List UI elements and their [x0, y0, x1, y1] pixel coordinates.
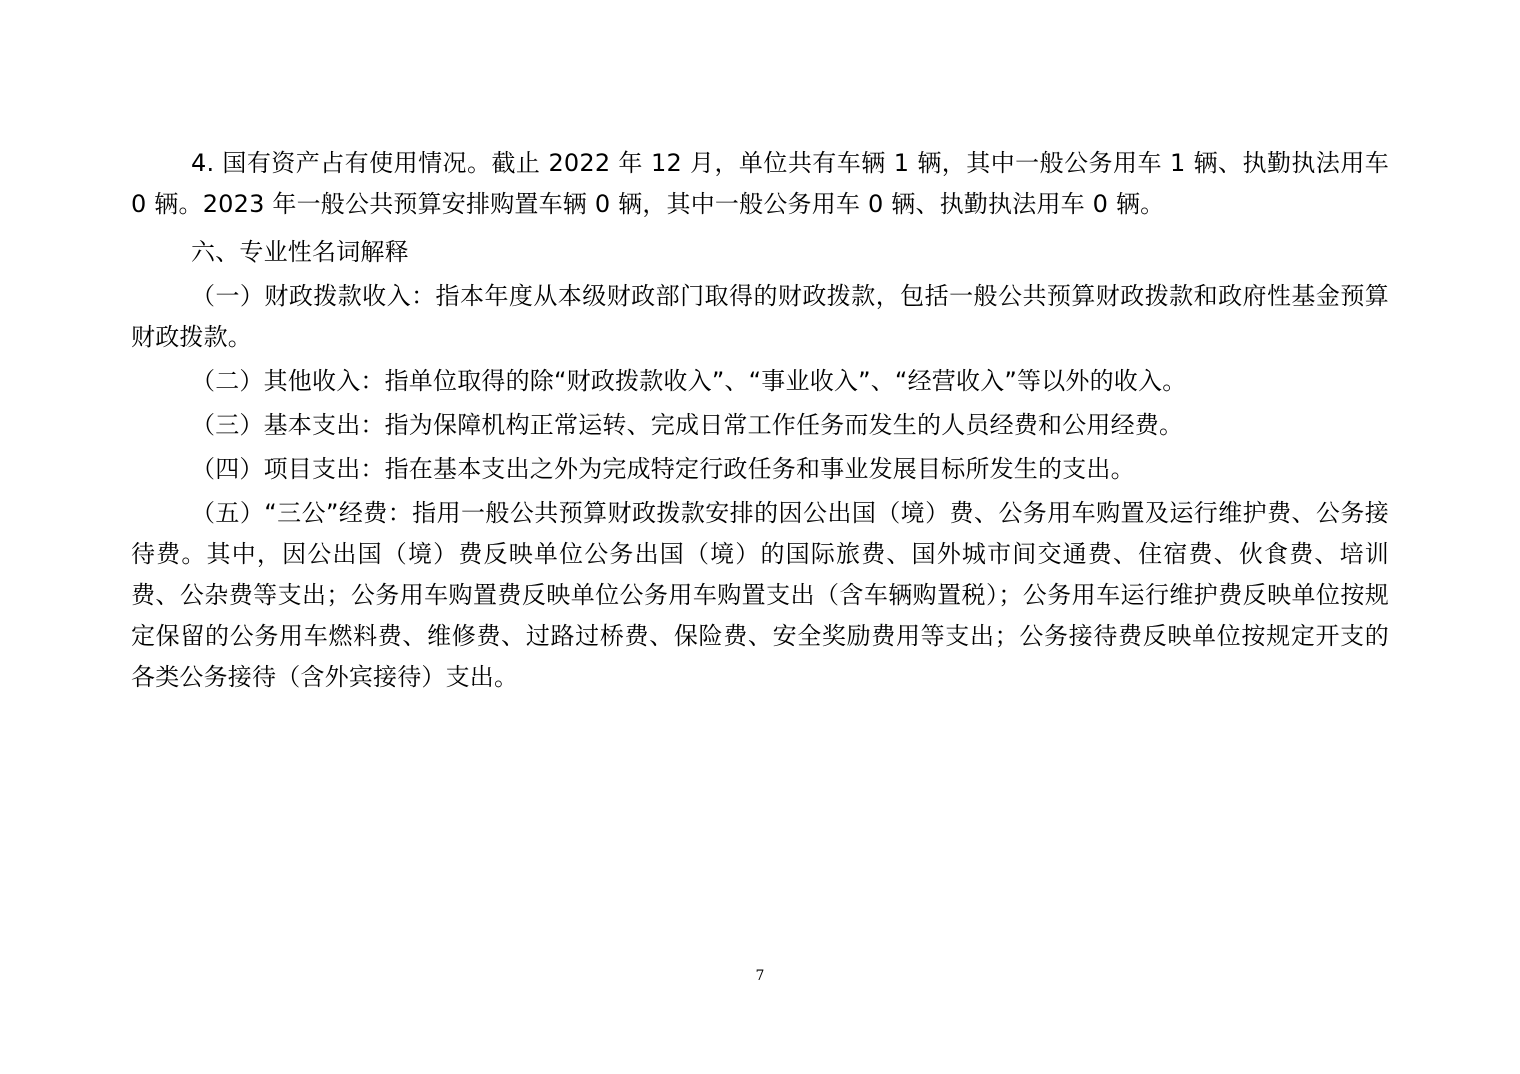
paragraph-basic-expenditure: （三）基本支出：指为保障机构正常运转、完成日常工作任务而发生的人员经费和公用经费。: [191, 411, 1184, 439]
paragraph-three-public-expenses: （五）“三公”经费：指用一般公共预算财政拨款安排的因公出国（境）费、公务用车购置及运行维护费、公务接待费。其中，因公出国（境）费反映单位公务出国（境）的国际旅费、国外城市间交通费、住宿费、伙食费、培训费、公杂费等支出；公务用车购置费反映单位公务用车购置支出（含车辆购置税）；公务用车运行维护费反映单位按规定保留的公务用车燃料费、维修费、过路过桥费、保险费、安全奖励费用等支出；公务接待费反映单位按规定开支的各类公务接待（含外宾接待）支出。: [131, 499, 1389, 691]
paragraph-fiscal-appropriation-income: （一）财政拨款收入：指本年度从本级财政部门取得的财政拨款，包括一般公共预算财政拨款和政府性基金预算财政拨款。: [131, 282, 1389, 351]
section-heading-terms: 六、专业性名词解释: [191, 238, 409, 266]
paragraph-project-expenditure: （四）项目支出：指在基本支出之外为完成特定行政任务和事业发展目标所发生的支出。: [191, 455, 1135, 483]
paragraph-other-income: （二）其他收入：指单位取得的除“财政拨款收入”、“事业收入”、“经营收入”等以外的收入。: [191, 367, 1187, 395]
page-number: 7: [755, 968, 765, 984]
paragraph-state-assets: 4. 国有资产占有使用情况。截止 2022 年 12 月，单位共有车辆 1 辆，其中一般公务用车 1 辆、执勤执法用车 0 辆。2023 年一般公共预算安排购置车辆 0 辆，其中一般公务用车 0 辆、执勤执法用车 0 辆。: [131, 149, 1389, 218]
document-body: [131, 143, 1389, 698]
